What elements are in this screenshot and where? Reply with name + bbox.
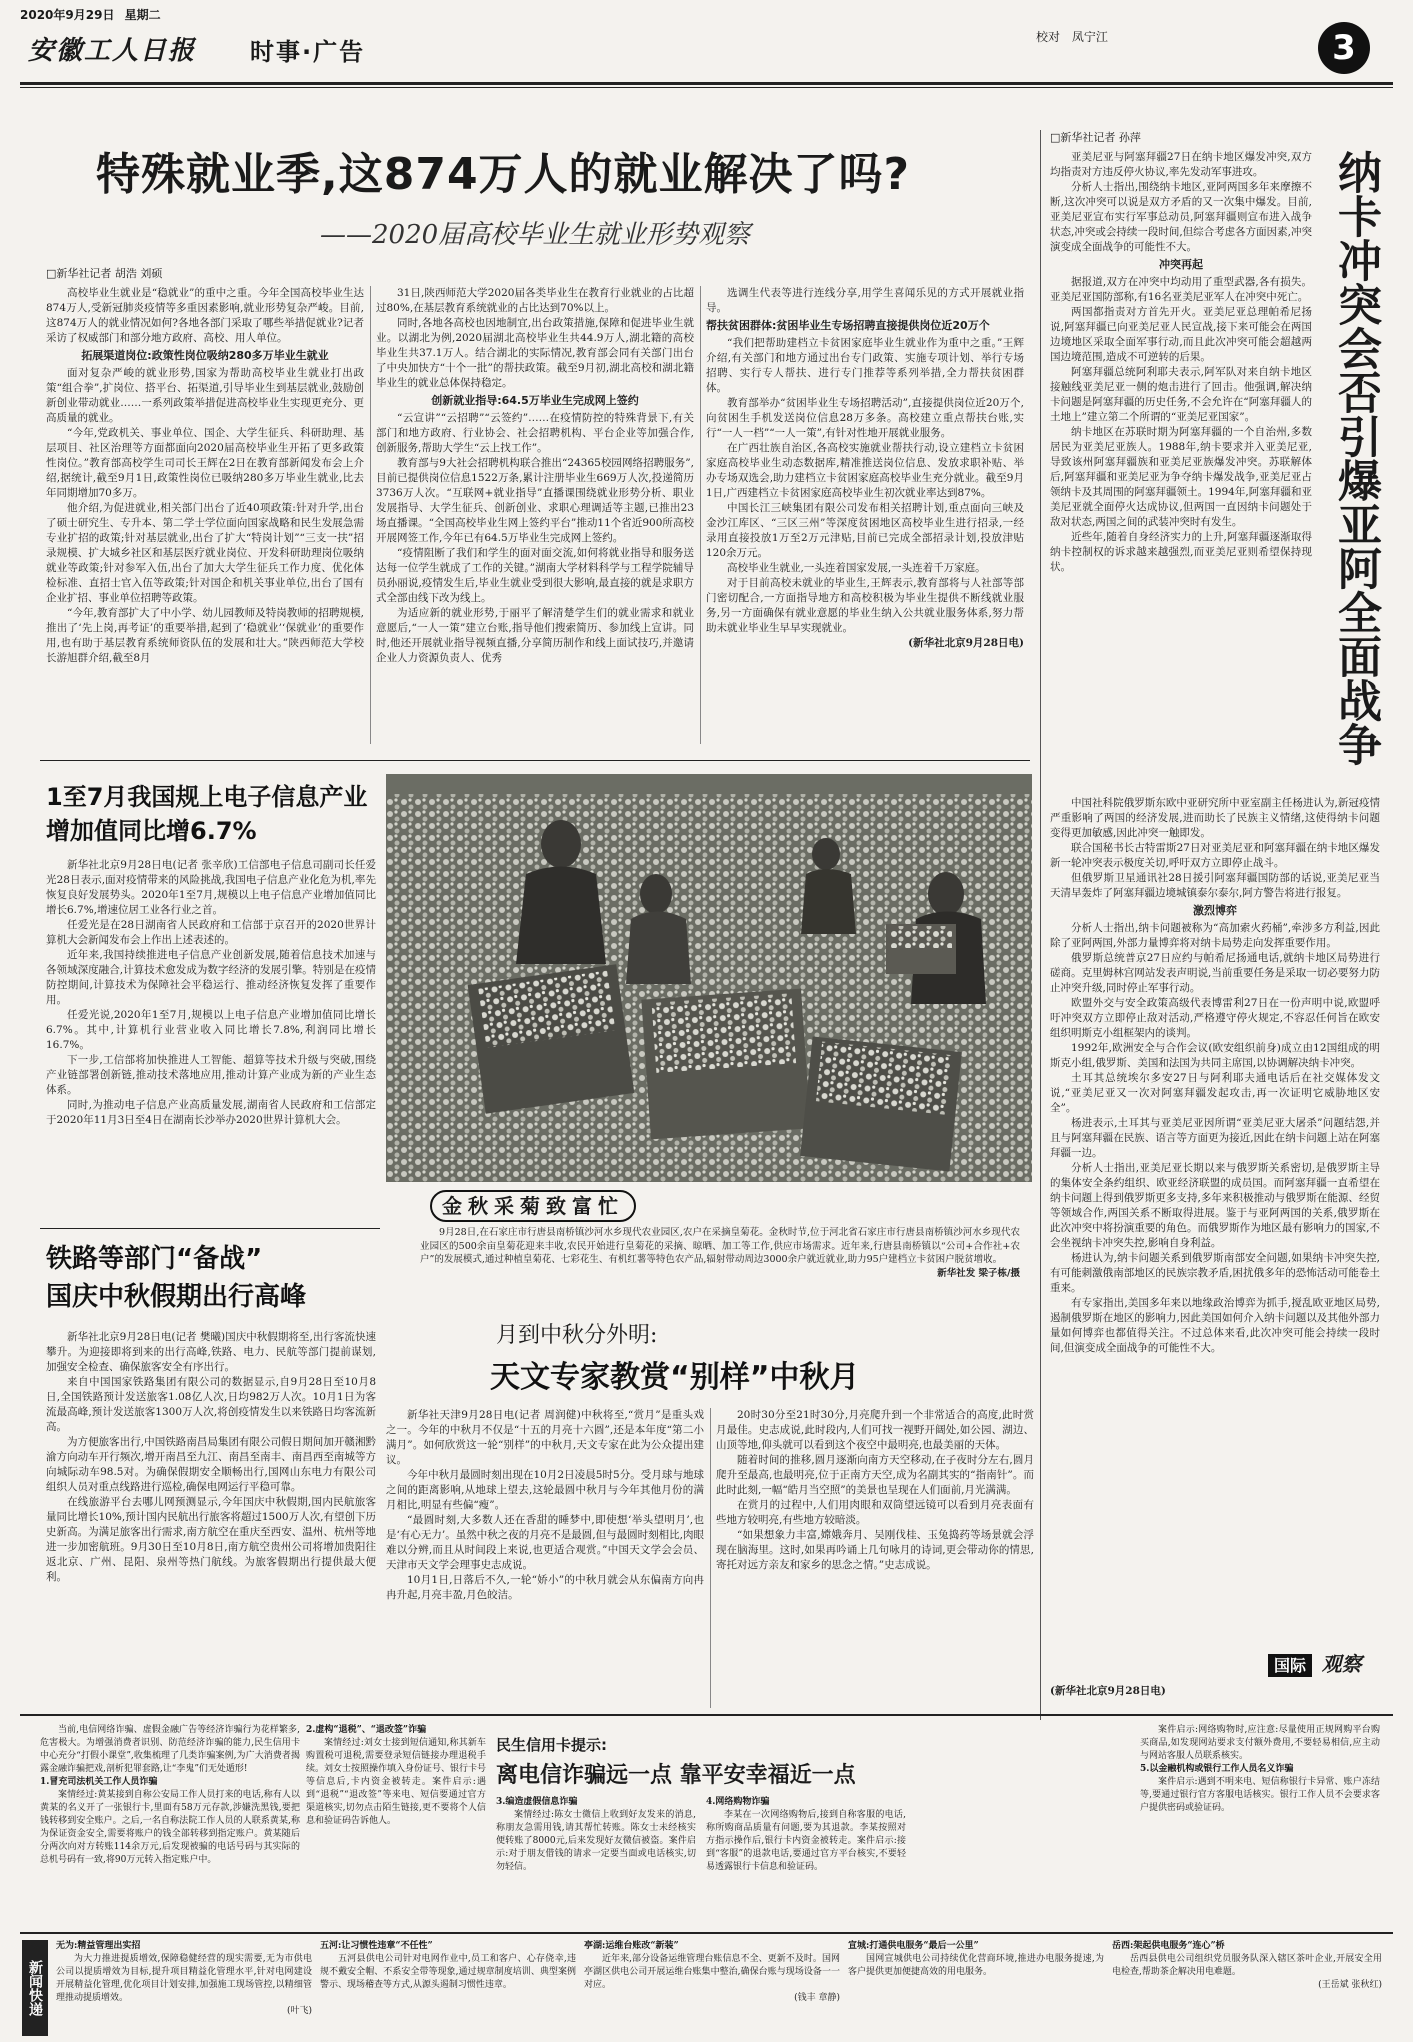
paper-name: 安徽工人日报	[28, 36, 197, 66]
main-article-col1: 高校毕业生就业是“稳就业”的重中之重。今年全国高校毕业生达874万人,受新冠肺炎疫情等多重因素影响,就业形势复杂严峻。目前,这874万人的就业情况如何?各地各部门采取了哪些举措促就业?记者采访了权威部门和部分地方政府、高校、用人单位。 拓展渠道岗位:政策性岗位吸纳280多万毕业生就业 面对复杂严峻的就业形势,国家为帮助高校毕业生就业打出政策“组合拳”,扩岗位、搭平台、拓渠道,引导毕业生到基层就业,鼓励创新创业带动就业……一系列政策举措促进高校毕业生实现更充分、更高质量的就业。 “今年,党政机关、事业单位、国企、大学生征兵、科研助理、基层项目、社区治理等方面都面向2020届高校毕业生开拓了更多政策性岗位。”教育部高校学生司司长王辉在2日在教育部新闻发布会上介绍,据统计,截至9月1日,政策性岗位已吸纳280多万毕业生就业,比去年同期增加70多万。 他介绍,为促进就业,相关部门出台了近40项政策:针对升学,出台了硕士研究生、专升本、第二学士学位面向国家战略和民生发展急需专业扩招的政策;针对基层就业,出台了扩大“特岗计划”“三支一扶”招录规模、扩大城乡社区和基层医疗就业岗位、开发科研助理岗位吸纳就业等政策;针对参军入伍,出台了加大大学生征兵工作力度、优化体检标准、直招士官入伍等政策;针对国企和机关事业单位,出台了国有企业扩招、事业单位招聘等政策。 “今年,教育部扩大了中小学、幼儿园教师及特岗教师的招聘规模,推出了‘先上岗,再考证’的重要举措,起到了‘稳就业’‘保就业’的重要作用,也有助于基层教育系统师资队伍的发展和壮大。”陕西师范大学校长游旭群介绍,截至8月	[46, 287, 364, 664]
col-divider	[700, 286, 701, 744]
ad-col3: 3.编造虚假信息诈骗 案情经过:陈女士微信上收到好友发来的消息,称朋友急需用钱,请其帮忙转账。陈女士未经核实便转账了8000元,后来发现好友微信被盗。案件启示:对于朋友借钱的请求一定要当面或电话核实,切勿轻信。	[496, 1797, 696, 1872]
main-article-col3: 选调生代表等进行连线分享,用学生喜闻乐见的方式开展就业指导。 帮扶贫困群体:贫困毕业生专场招聘直接提供岗位近20万个 “我们把帮助建档立卡贫困家庭毕业生就业作为重中之重。”王辉介绍,有关部门和地方通过出台专门政策、实施专项计划、举行专场招聘、实行专人帮扶、进行专门推荐等系列举措,全力帮扶贫困群体。 教育部举办“贫困毕业生专场招聘活动”,直接提供岗位近20万个,向贫困生手机发送岗位信息28万多条。高校建立重点帮扶台账,实行“一人一档”“一人一策”,有针对性地开展就业服务。 在广西壮族自治区,各高校实施就业帮扶行动,设立建档立卡贫困家庭高校毕业生动态数据库,精准推送岗位信息、发放求职补贴、举办专场双选会,助力建档立卡贫困家庭高校毕业生充分就业。截至9月1日,广西建档立卡贫困家庭高校毕业生初次就业率达到87%。 中国长江三峡集团有限公司发布相关招聘计划,重点面向三峡及金沙江库区、“三区三州”等深度贫困地区高校毕业生进行招录,一经录用直接投放1万至2万元津贴,目前已完成全部招录计划,投放津贴120余万元。 高校毕业生就业,一头连着国家发展,一头连着千万家庭。 对于目前高校未就业的毕业生,王辉表示,教育部将与人社部等部门密切配合,一方面指导地方和高校积极为毕业生提供不断线就业服务,另一方面确保有就业意愿的毕业生纳入公共就业服务体系,努力帮助未就业毕业生早早实现就业。 (新华社北京9月28日电)	[706, 287, 1024, 649]
railway-title: 铁路等部门“备战” 国庆中秋假期出行高峰	[46, 1244, 307, 1312]
moon-pretitle: 月到中秋分外明:	[496, 1323, 658, 1348]
subheading: 冲突再起	[1159, 258, 1203, 271]
section-name: 时事·广告	[250, 38, 366, 66]
subheading: 帮扶贫困群体:贫困毕业生专场招聘直接提供岗位近20万个	[706, 319, 990, 332]
section-rule	[40, 760, 1030, 761]
karabakh-body-bottom: 中国社科院俄罗斯东欧中亚研究所中亚室副主任杨进认为,新冠疫情严重影响了两国的经济发展,进而助长了民族主义情绪,这使得纳卡问题变得更加敏感,因此冲突一触即发。 联合国秘书长古特雷斯27日对亚美尼亚和阿塞拜疆在纳卡地区爆发新一轮冲突表示极度关切,呼吁双方立即停止战斗。 但俄罗斯卫星通讯社28日援引阿塞拜疆国防部的话说,亚美尼亚当天清早轰炸了阿塞拜疆边境城镇泰尔泰尔,阿方警告将进行报复。 激烈博弈 分析人士指出,纳卡问题被称为“高加索火药桶”,牵涉多方利益,因此除了亚阿两国,外部力量博弈将对纳卡局势走向发挥重要作用。 俄罗斯总统普京27日应约与帕希尼扬通电话,就纳卡地区局势进行磋商。克里姆林宫网站发表声明说,当前重要任务是采取一切必要努力防止冲突升级,同时停止军事行动。 欧盟外交与安全政策高级代表博雷利27日在一份声明中说,欧盟呼吁冲突双方立即停止敌对活动,严格遵守停火规定,不容忍任何旨在欧安组织明斯克小组框架内的谈判。 1992年,欧洲安全与合作会议(欧安组织前身)成立由12国组成的明斯克小组,俄罗斯、美国和法国为共同主席国,以协调解决纳卡冲突。 土耳其总统埃尔多安27日与阿利耶夫通电话后在社交媒体发文说,“亚美尼亚又一次对阿塞拜疆发起攻击,再一次证明它威胁地区安全”。 杨进表示,土耳其与亚美尼亚因所谓“亚美尼亚大屠杀”问题结怨,并且与阿塞拜疆在民族、语言等方面更为接近,因此在纳卡问题上站在阿塞拜疆一边。 分析人士指出,亚美尼亚长期以来与俄罗斯关系密切,是俄罗斯主导的集体安全条约组织、欧亚经济联盟的成员国。而阿塞拜疆一直希望在纳卡问题上得到俄罗斯更多支持,多年来积极推动与俄罗斯在能源、经贸等领域合作,两国关系不断取得进展。鉴于与亚阿两国的关系,俄罗斯在此次冲突中将扮演重要的角色。而俄罗斯作为地区最有影响力的国家,不会坐视纳卡冲突失控,影响自身利益。 杨进认为,纳卡问题关系到俄罗斯南部安全问题,如果纳卡冲突失控,有可能刺激俄南部地区的民族宗教矛盾,困扰俄多年的恐怖活动可能卷土重来。 有专家指出,美国多年来以地缘政治博弈为抓手,搅乱欧亚地区局势,遏制俄罗斯在地区的影响力,因此美国如何介入纳卡问题以及其他外部力量如何博弈也都值得关注。不过总体来看,此次冲突可能会持续一段时间,但演变成全面战争的可能性不大。	[1050, 797, 1380, 1354]
bottom-news-2: 五河:让习惯性违章“不任性” 五河县供电公司针对电网作业中,员工和客户、心存侥幸,违规不戴安全帽、不系安全带等现象,通过规章制度培训、典型案例警示、现场稽查等方式,从源头遏制习惯性违章。	[320, 1941, 576, 1990]
moon-col1: 新华社天津9月28日电(记者 周润健)中秋将至,“赏月”是重头戏之一。今年的中秋月不仅是“十五的月亮十六圆”,还是本年度“第二小满月”。如何欣赏这一轮“别样”的中秋月,天文专家在此为公众提出建议。 今年中秋月最圆时刻出现在10月2日凌晨5时5分。受月球与地球之间的距离影响,从地球上望去,这轮最圆中秋月与今年其他月份的满月相比,明显有些偏“瘦”。 “最圆时刻,大多数人还在香甜的睡梦中,即使想‘举头望明月’,也是‘有心无力’。虽然中秋之夜的月亮不是最圆,但与最圆时刻相比,肉眼难以分辨,而且从时间段上来说,也更适合观赏。”中国天文学会会员、天津市天文学会理事史志成说。 10月1日,日落后不久,一轮“娇小”的中秋月就会从东偏南方向冉冉升起,月亮丰盈,月色皎洁。	[386, 1409, 704, 1601]
proofreader-info: 校对 凤宁江	[1036, 30, 1108, 44]
col-divider	[1040, 130, 1041, 1720]
weekday: 星期二	[124, 8, 161, 22]
paper-logo	[28, 30, 196, 67]
section-rule	[40, 1228, 380, 1229]
ad-center-pretitle: 民生信用卡提示:	[496, 1736, 607, 1754]
news-photo	[386, 774, 1032, 1182]
ad-col5: 案件启示:网络购物时,应注意:尽量使用正规网购平台购买商品,如发现网站要求支付额外费用,不要轻易相信,应主动与网站客服人员联系核实。 5.以金融机构或银行工作人员名义诈骗 案件启示:遇到不明来电、短信称银行卡异常、账户冻结等,要通过银行官方客服电话核实。银行工作人员不会要求客户提供密码或验证码。	[1140, 1725, 1380, 1813]
ad-center-title: 离电信诈骗远一点 靠平安幸福近一点	[496, 1763, 856, 1788]
bottom-side-label: 新闻快递	[22, 1940, 48, 2036]
industry-title: 1至7月我国规上电子信息产业 增加值同比增6.7%	[46, 783, 368, 845]
bottom-news-4: 宣城:打通供电服务“最后一公里” 国网宣城供电公司持续优化营商环境,推进办电服务提速,为客户提供更加便捷高效的用电服务。	[848, 1941, 1104, 1977]
industry-body: 新华社北京9月28日电(记者 张辛欣)工信部电子信息司副司长任爱光28日表示,面对疫情带来的风险挑战,我国电子信息产业化危为机,率先恢复良好发展势头。2020年1至7月,规模以上电子信息产业增加值同比增长6.7%,增速位居工业各行业之首。 任爱光是在28日湖南省人民政府和工信部于京召开的2020世界计算机大会新闻发布会上作出上述表述的。 近年来,我国持续推进电子信息产业创新发展,随着信息技术加速与各领域深度融合,计算技术愈发成为数字经济的发展引擎。特别是在疫情防控期间,计算技术为保障社会平稳运行、推动经济恢复发挥了重要作用。 任爱光说,2020年1至7月,规模以上电子信息产业增加值同比增长6.7%。其中,计算机行业营业收入同比增长7.8%,利润同比增长16.7%。 下一步,工信部将加快推进人工智能、超算等技术升级与突破,围绕产业链部署创新链,推动技术落地应用,推动计算产业成为新的产业生态体系。 同时,为推动电子信息产业高质量发展,湖南省人民政府和工信部定于2020年11月3日至4日在湖南长沙举办2020世界计算机大会。	[46, 859, 376, 1126]
moon-col2: 20时30分至21时30分,月亮爬升到一个非常适合的高度,此时赏月最佳。史志成说,此时段内,人们可找一视野开阔处,如公园、湖边、山顶等地,仰头就可以看到这个夜空中最明亮,也最美丽的天体。 随着时间的推移,圆月逐渐向南方天空移动,在子夜时分左右,圆月爬升至最高,也最明亮,位于正南方天空,成为名副其实的“指南针”。而此时此刻,一幅“皓月当空照”的美景也呈现在人们面前,月光满满。 在赏月的过程中,人们用肉眼和双筒望远镜可以看到月亮表面有些地方较明亮,有些地方较暗淡。 “如果想象力丰富,嫦娥奔月、吴刚伐桂、玉兔捣药等场景就会浮现在脑海里。这时,如果再吟诵上几句咏月的诗词,更会带动你的情思,寄托对远方亲友和家乡的思念之情。”史志成说。	[716, 1409, 1034, 1571]
railway-body: 新华社北京9月28日电(记者 樊曦)国庆中秋假期将至,出行客流快速攀升。为迎接即将到来的出行高峰,铁路、电力、民航等部门提前谋划,加强安全检查、确保旅客安全有序出行。 来自中国国家铁路集团有限公司的数据显示,自9月28日至10月8日,全国铁路预计发送旅客1.08亿人次,日均982万人次。10月1日为客流最高峰,预计发送旅客1300万人次,将创疫情发生以来铁路日均客流新高。 为方便旅客出行,中国铁路南昌局集团有限公司假日期间加开赣湘黔渝方向动车开行频次,增开南昌至九江、南昌至南丰、南昌西至南城等方向城际动车98.5对。为确保假期安全顺畅出行,国网山东电力有限公司组织人员对重点线路进行巡检,确保电网运行平稳可靠。 在线旅游平台去哪儿网预测显示,今年国庆中秋假期,国内民航旅客量同比增长10%,预计国内民航出行旅客将超过1500万人次,有望创下历史新高。为满足旅客出行需求,南方航空在重庆至西安、温州、杭州等地进一步加密航班。9月30日至10月8日,南方航空贵州公司将增加贵阳往返北京、广州、昆阳、泉州等热门航线。为旅客假期出行提供最大便利。	[46, 1331, 376, 1583]
bottom-news-5: 岳西:架起供电服务“连心”桥 岳西县供电公司组织党员服务队深入辖区茶叶企业,开展安全用电检查,帮助茶企解决用电难题。 (王岳斌 张秋红)	[1112, 1941, 1382, 1990]
chrysanthemum-field-illustration	[386, 774, 1032, 1182]
subheading: 创新就业指导:64.5万毕业生完成网上签约	[431, 394, 639, 407]
ad-col4: 4.网络购物诈骗 李某在一次网络购物后,接到自称客服的电话,称所购商品质量有问题,要为其退款。李某按照对方指示操作后,银行卡内资金被转走。案件启示:接到“客服”的退款电话,要通过官方平台核实,不要轻易透露银行卡信息和验证码。	[706, 1797, 906, 1872]
moon-title: 天文专家教赏“别样”中秋月	[490, 1360, 860, 1395]
main-article-title: 特殊就业季,这874万人的就业解决了吗?	[96, 149, 911, 200]
bottom-news-1: 无为:精益管理出实招 为大力推进提质增效,保障稳健经营的现实需要,无为市供电公司以提质增效为目标,提升项目精益化管理水平,针对电网建设开展精益化管理,优化项目计划安排,加强施工现场管控,以精细管理推动提质增效。 (叶飞)	[56, 1941, 312, 2016]
photo-caption-text: 9月28日,在石家庄市行唐县南桥镇沙河水乡现代农业园区,农户在采摘皇菊花。金秋时节,位于河北省石家庄市行唐县南桥镇沙河水乡现代农业园区的500余亩皇菊花迎来丰收,农民开始进行皇菊花的采摘、晾晒、加工等工作,供应市场需求。近年来,行唐县南桥镇以“公司+合作社+农户”的发展模式,通过种植皇菊花、七彩花生、有机红薯等特色农产品,辐射带动周边3000余户就近就业,助力95户建档立卡贫困户脱贫增收。 新华社发 梁子栋/摄	[420, 1227, 1020, 1279]
section-rule	[20, 1714, 1393, 1716]
photo-credit: 新华社发 梁子栋/摄	[937, 1267, 1020, 1279]
subheading: 激烈博弈	[1193, 904, 1237, 917]
ad-col2: 2.虚构“退税”、“退改签”诈骗 案情经过:刘女士接到短信通知,称其新车购置税可退税,需要登录短信链接办理退税手续。刘女士按照操作填入身份证号、银行卡号等信息后,卡内资金被转走。案件启示:遇到“退税”“退改签”等来电、短信要通过官方渠道核实,切勿点击陌生链接,更不要将个人信息和验证码告诉他人。	[306, 1725, 486, 1826]
photo-caption-title: 金秋采菊致富忙	[430, 1190, 636, 1219]
main-article-byline: □新华社记者 胡浩 刘硕	[46, 267, 163, 280]
column-tag: 国际 观察	[1268, 1648, 1362, 1677]
dateline: (新华社北京9月28日电)	[908, 637, 1024, 649]
karabakh-body-top: 亚美尼亚与阿塞拜疆27日在纳卡地区爆发冲突,双方均指责对方违反停火协议,率先发动军事进攻。 分析人士指出,围绕纳卡地区,亚阿两国多年来摩擦不断,这次冲突可以说是双方矛盾的又一次集中爆发。目前,亚美尼亚宣布实行军事总动员,阿塞拜疆则宣布进入战争状态,冲突或会持续一段时间,但综合考虑各方面因素,冲突演变成全面战争的可能性不大。 冲突再起 据报道,双方在冲突中均动用了重型武器,各有损失。亚美尼亚国防部称,有16名亚美尼亚军人在冲突中死亡。 两国都指责对方首先开火。亚美尼亚总理帕希尼扬说,阿塞拜疆已向亚美尼亚人民宣战,接下来可能会在两国边境地区采取全面军事行动,而且此次冲突可能会超越两国边境范围,造成不可逆转的后果。 阿塞拜疆总统阿利耶夫表示,阿军队对来自纳卡地区接触线亚美尼亚一侧的炮击进行了回击。他强调,解决纳卡问题是阿塞拜疆的历史任务,不会允许在“阿塞拜疆人的土地上”建立第二个所谓的“亚美尼亚国家”。 纳卡地区在苏联时期为阿塞拜疆的一个自治州,多数居民为亚美尼亚族人。1988年,纳卡要求并入亚美尼亚,导致该州阿塞拜疆族和亚美尼亚族爆发冲突。苏联解体后,阿塞拜疆和亚美尼亚为争夺纳卡爆发战争,亚美尼亚占领纳卡及其周围的阿塞拜疆领土。1994年,阿塞拜疆和亚美尼亚就全面停火达成协议,但两国一直因纳卡问题处于敌对状态,两国之间的武装冲突时有发生。 近些年,随着自身经济实力的上升,阿塞拜疆逐渐取得纳卡控制权的诉求越来越强烈,而亚美尼亚则希望保持现状。	[1050, 151, 1312, 573]
ad-left: 当前,电信网络诈骗、虚假金融广告等经济诈骗行为花样繁多,危害极大。为增强消费者识别、防范经济诈骗的能力,民生信用卡中心充分“打假小课堂”,收集梳理了几类诈骗案例,为广大消费者揭露金融诈骗把戏,剖析犯罪套路,让“李鬼”们无处遁形! 1.冒充司法机关工作人员诈骗 案情经过:黄某接到自称公安局工作人员打来的电话,称有人以黄某的名义开了一张银行卡,里面有58万元存款,涉嫌洗黑钱,要把钱转移到安全账户。之后,一名自称法院工作人员的人联系黄某,称为保证资金安全,需要将账户的钱全部转移到指定账户。黄某随后分两次向对方转账114余万元,后发现被骗的电话号码与其实际的总机号码有一致,将90万元转入指定账户中。	[40, 1725, 300, 1865]
karabakh-dateline: (新华社北京9月28日电)	[1050, 1685, 1166, 1697]
header-date	[20, 6, 161, 23]
section-rule	[20, 1932, 1393, 1934]
header-rule	[20, 82, 1393, 85]
karabakh-byline: □新华社记者 孙萍	[1050, 131, 1141, 144]
date: 2020年9月29日	[20, 8, 115, 22]
main-article-col2: 31日,陕西师范大学2020届各类毕业生在教育行业就业的占比超过80%,在基层教育系统就业的占比达到70%以上。 同时,各地各高校也因地制宜,出台政策措施,保障和促进毕业生就业。以湖北为例,2020届湖北高校毕业生共44.9万人,湖北籍的高校毕业生共37.1万人。结合湖北的实际情况,教育部会同有关部门出台了中央加快方“十个一批”的帮扶政策。截至9月初,湖北高校和湖北籍毕业生的就业总体保持稳定。 创新就业指导:64.5万毕业生完成网上签约 “云宣讲”“云招聘”“云签约”……在疫情防控的特殊背景下,有关部门和地方政府、行业协会、社会招聘机构、平台企业等加强合作,创新服务,帮助大学生“云上找工作”。 教育部与9大社会招聘机构联合推出“24365校园网络招聘服务”,目前已提供岗位信息1522万条,累计注册毕业生669万人次,投递简历3736万人次。“互联网+就业指导”直播课围绕就业形势分析、职业发展指导、大学生征兵、创新创业、求职心理调适等主题,已推出23场直播课。“全国高校毕业生网上签约平台”推动11个省近900所高校开展网签工作,今年已有64.5万毕业生完成网上签约。 “疫情阻断了我们和学生的面对面交流,如何将就业指导和服务送达每一位学生就成了工作的关键。”湖南大学材料科学与工程学院辅导员孙丽说,疫情发生后,毕业生就业受到很大影响,最直接的就是求职方式全部由线下改为线上。 为适应新的就业形势,于丽平了解清楚学生们的就业需求和就业意愿后,“一人一策”建立台账,指导他们搜索简历、参加线上宣讲。同时,他还开展就业指导视频直播,分享简历制作和线上面试技巧,并邀请企业人力资源负责人、优秀	[376, 287, 694, 664]
header-rule-thin	[20, 87, 1393, 88]
col-divider	[710, 1408, 711, 1708]
bottom-news-3: 亭湖:运维台账改“新装” 近年来,部分设备运维管理台账信息不全、更新不及时。国网亭湖区供电公司开展运维台账集中整治,确保台账与现场设备一一对应。 (钱丰 章静)	[584, 1941, 840, 2003]
col-divider	[370, 286, 371, 744]
main-article-subtitle: ——2020届高校毕业生就业形势观察	[320, 220, 751, 250]
page-number: 3	[1332, 28, 1356, 68]
subheading: 拓展渠道岗位:政策性岗位吸纳280多万毕业生就业	[81, 349, 329, 362]
page-number-badge	[1318, 22, 1370, 74]
karabakh-title: 纳卡冲突会否引爆亚阿全面战争	[1330, 150, 1381, 766]
